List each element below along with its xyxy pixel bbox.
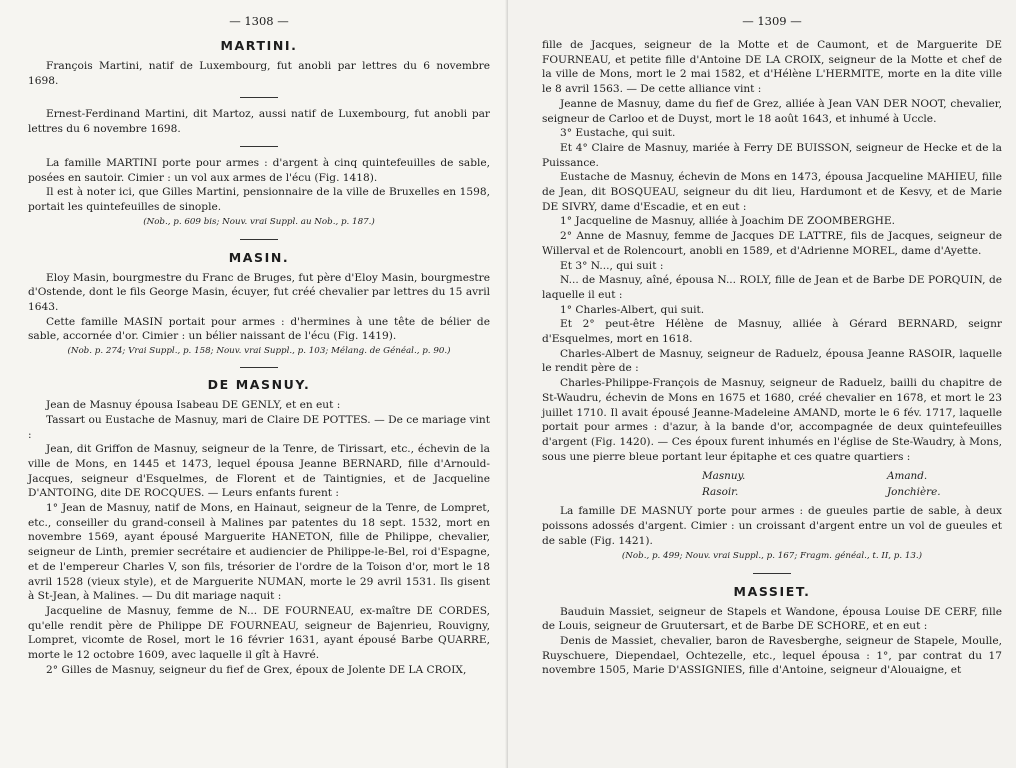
paragraph: Jean de Masnuy épousa Isabeau DE GENLY, et en eut :: [46, 399, 341, 412]
paragraph: Eloy Masin, bourgmestre du Franc de Bruges, fut père d'Eloy Masin, bourgmestre d'Ostende, dont le fils George Masin, écuyer, fut créé chevalier par lettres du 15 avril 1643.: [28, 271, 490, 314]
separator-rule: [753, 573, 791, 574]
paragraph: Charles-Philippe-François de Masnuy, seigneur de Raduelz, bailli du chapitre de St-Waudru, échevin de Mons en 1675 et 1680, créé chevalier en 1678, et mort le 23 juillet 1710. Il avait épousé Jeanne-Madeleine AMAND, morte le 6 fév. 1717, laquelle portait pour armes : d'azur, à la bande d'or, accompagnée de deux quintefeuilles d'argent (Fig. 1420). — Ces époux furent inhumés en l'église de Ste-Waudry, à Mons, sous une pierre bleue portant leur épitaphe et ces quatre quartiers :: [542, 377, 1002, 463]
paragraph: Et 3° N..., qui suit :: [560, 259, 664, 272]
paragraph: Ernest-Ferdinand Martini, dit Martoz, aussi natif de Luxembourg, fut anobli par lettres du 6 novembre 1698.: [28, 108, 490, 136]
paragraph: 1° Jean de Masnuy, natif de Mons, en Hainaut, seigneur de la Tenre, de Lompret, etc., conseiller du grand-conseil à Malines par patentes du 18 sept. 1532, mort en novembre 1569, ayant épousé Marguerite HANETON, fille de Philippe, chevalier, seigneur de Linth, premier secrétaire et audiencier de Philippe-le-Bel, roi d'Espagne, et de l'empereur Charles V, son fils, trésorier de l'ordre de la Toison d'or, mort le 18 avril 1528 (vieux style), et de Marguerite NUMAN, morte le 29 avril 1531. Ils gisent à St-Jean, à Malines. — Du dit mariage naquit :: [28, 502, 490, 603]
paragraph: 2° Anne de Masnuy, femme de Jacques DE LATTRE, fils de Jacques, seigneur de Willerval et de Rolencourt, anobli en 1589, et d'Adrienne MOREL, dame d'Ayette.: [542, 230, 1002, 257]
source-citation: (Nob., p. 499; Nouv. vrai Suppl., p. 167; Fragm. généal., t. II, p. 13.): [621, 550, 923, 561]
page-number: — 1308 —: [229, 14, 289, 28]
paragraph: N... de Masnuy, aîné, épousa N... ROLY, fille de Jean et de Barbe DE PORQUIN, de laquelle il eut :: [542, 274, 1002, 301]
source-citation: (Nob., p. 609 bis; Nouv. vrai Suppl. au Nob., p. 187.): [143, 216, 375, 227]
separator-rule: [240, 97, 278, 98]
separator-rule: [240, 239, 278, 240]
separator-rule: [240, 367, 278, 368]
paragraph: 2° Gilles de Masnuy, seigneur du fief de Grex, époux de Jolente DE LA CROIX,: [46, 663, 467, 676]
paragraph: 1° Charles-Albert, qui suit.: [560, 303, 705, 316]
source-citation: (Nob. p. 274; Vrai Suppl., p. 158; Nouv. vrai Suppl., p. 103; Mélang. de Généal., p. 90.): [67, 346, 451, 357]
paragraph: La famille DE MASNUY porte pour armes : de gueules partie de sable, à deux poissons adossés d'argent. Cimier : un croissant d'argent entre un vol de gueules et de sable (Fig. 1421).: [542, 505, 1002, 547]
quartier-name: Rasoir.: [702, 486, 739, 499]
paragraph: Cette famille MASIN portait pour armes : d'hermines à une tête de bélier de sable, accornée d'or. Cimier : un bélier naissant de l'écu (Fig. 1419).: [28, 315, 490, 343]
paragraph: 3° Eustache, qui suit.: [560, 127, 676, 140]
paragraph: Et 4° Claire de Masnuy, mariée à Ferry DE BUISSON, seigneur de Hecke et de la Puissance.: [542, 141, 1002, 169]
page-number: — 1309 —: [742, 14, 802, 28]
section-heading: MARTINI.: [220, 38, 298, 53]
section-heading: MASIN.: [228, 249, 290, 265]
paragraph: La famille MARTINI porte pour armes : d'argent à cinq quintefeuilles de sable, posées en sautoir. Cimier : un vol aux armes de l'écu (Fig. 1418).: [28, 156, 490, 184]
paragraph: Charles-Albert de Masnuy, seigneur de Raduelz, épousa Jeanne RASOIR, laquelle le rendit père de :: [542, 347, 1002, 375]
paragraph: Jeanne de Masnuy, dame du fief de Grez, alliée à Jean VAN DER NOOT, chevalier, seigneur de Carloo et de Duyst, mort le 18 août 1643, et inhumé à Uccle.: [542, 97, 1002, 125]
paragraph: Et 2° peut-être Hélène de Masnuy, alliée à Gérard BERNARD, seignr d'Esquelmes, mort en 1618.: [542, 318, 1002, 346]
paragraph: Denis de Massiet, chevalier, baron de Ravesberghe, seigneur de Stapele, Moulle, Ruyschuere, Diependael, Ochtezelle, etc., lequel épousa : 1°, par contrat du 17 novembre 1505, Marie D'ASSIGNIES, fille d'Antoine, seigneur d'Alouaigne, et: [542, 634, 1002, 677]
quartier-name: Amand.: [887, 470, 928, 483]
paragraph: Il est à noter ici, que Gilles Martini, pensionnaire de la ville de Bruxelles en 1598, portait les quintefeuilles de sinople.: [28, 186, 490, 213]
quartier-name: Masnuy.: [702, 470, 746, 483]
paragraph: Jacqueline de Masnuy, femme de N... DE FOURNEAU, ex-maître DE CORDES, qu'elle rendit père de Philippe DE FOURNEAU, seigneur de Bajenrieu, Rouvigny, Lompret, vicomte de Rosel, mort le 16 février 1631, ayant épousé Barbe QUARRE, morte le 12 octobre 1609, avec laquelle il gît à Havré.: [28, 604, 490, 662]
section-heading: DE MASNUY.: [207, 377, 311, 393]
paragraph: Jean, dit Griffon de Masnuy, seigneur de la Tenre, de Tirissart, etc., échevin de la ville de Mons, en 1445 et 1473, lequel épousa Jeanne BERNARD, fille d'Arnould-Jacques, seigneur d'Esquelmes, de Florent et de Taintignies, et de Jacqueline D'ANTOING, dite DE ROCQUES. — Leurs enfants furent :: [28, 443, 490, 500]
separator-rule: [240, 146, 278, 147]
right-page: [508, 0, 1016, 768]
section-heading: MASSIET.: [733, 583, 811, 599]
quartiers-list: [702, 468, 952, 500]
paragraph: François Martini, natif de Luxembourg, fut anobli par lettres du 6 novembre 1698.: [28, 60, 490, 87]
quartier-name: Jonchière.: [887, 486, 941, 499]
paragraph: fille de Jacques, seigneur de la Motte et de Caumont, et de Marguerite DE FOURNEAU, et petite fille d'Antoine DE LA CROIX, seigneur de la Motte et chef de la ville de Mons, mort le 2 mai 1582, et d'Hélène L'HERMITE, morte en la dite ville le 8 avril 1563. — De cette alliance vint :: [542, 39, 1002, 96]
paragraph: Tassart ou Eustache de Masnuy, mari de Claire DE POTTES. — De ce mariage vint :: [28, 413, 490, 441]
paragraph: Bauduin Massiet, seigneur de Stapels et Wandone, épousa Louise DE CERF, fille de Louis, seigneur de Gruutersart, et de Barbe DE SCHORE, et en eut :: [542, 605, 1002, 633]
paragraph: 1° Jacqueline de Masnuy, alliée à Joachim DE ZOOMBERGHE.: [560, 215, 896, 228]
paragraph: Eustache de Masnuy, échevin de Mons en 1473, épousa Jacqueline MAHIEU, fille de Jean, dit BOSQUEAU, seigneur du dit lieu, Hardumont et de Kesvy, et de Marie DE SIVRY, dame d'Escadie, et en eut :: [542, 171, 1002, 213]
